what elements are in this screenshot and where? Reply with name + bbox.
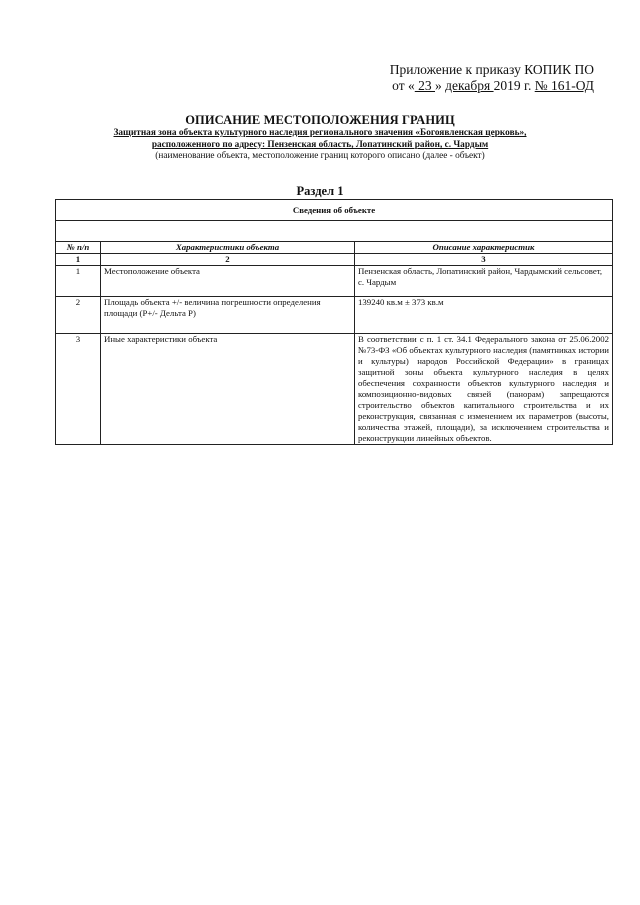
order-month: декабря [445, 78, 494, 93]
appendix-line: Приложение к приказу КОПИК ПО [389, 62, 594, 77]
row-number: 2 [56, 297, 101, 334]
spacer-cell [56, 221, 613, 242]
section-title: Раздел 1 [296, 184, 344, 198]
column-number: 3 [355, 254, 613, 266]
object-caption: (наименование объекта, местоположение границ которого описано (далее - объект) [155, 151, 485, 161]
order-quote-close: » [435, 78, 446, 93]
column-number: 2 [101, 254, 355, 266]
table-row [56, 334, 613, 445]
table-caption: Сведения об объекте [56, 200, 613, 221]
column-number: 1 [56, 254, 101, 266]
row-number: 1 [56, 266, 101, 297]
table-row [56, 297, 613, 334]
row-description: Пензенская область, Лопатинский район, Чардымский сельсовет, с. Чардым [355, 266, 613, 297]
object-name-line-2: расположенного по адресу: Пензенская область, Лопатинский район, с. Чардым [151, 140, 489, 150]
table-spacer-row [56, 221, 613, 242]
order-from-label: от « [392, 78, 415, 93]
order-day: 23 [414, 78, 436, 93]
document-title: ОПИСАНИЕ МЕСТОПОЛОЖЕНИЯ ГРАНИЦ [185, 113, 455, 127]
order-reference [390, 62, 594, 94]
row-number: 3 [56, 334, 101, 445]
table-caption-row [56, 200, 613, 221]
row-description: В соответствии с п. 1 ст. 34.1 Федерального закона от 25.06.2002 №73-ФЗ «Об объектах культурного наследия (памятниках истории и культуры) народов Российской Федерации» в границах защитной зоны объекта культурного наследия в целях обеспечения сохранности объектов культурного наследия и композиционно-видовых связей (панорам) запрещаются строительство объектов капитального строительства и их реконструкция, связанная с изменением их параметров (высоты, количества этажей, площади), за исключением строительства и реконструкции линейных объектов. [355, 334, 613, 445]
order-date-line [390, 78, 594, 94]
header-number: № п/п [56, 242, 101, 254]
row-characteristic: Площадь объекта +/- величина погрешности определения площади (Р+/- Дельта Р) [101, 297, 355, 334]
table-header-row [56, 242, 613, 254]
table-row [56, 266, 613, 297]
header-characteristic: Характеристики объекта [101, 242, 355, 254]
row-characteristic: Иные характеристики объекта [101, 334, 355, 445]
column-number-row [56, 254, 613, 266]
object-info-table [55, 199, 613, 445]
object-name-line-1: Защитная зона объекта культурного наследия регионального значения «Богоявленская церковь», [113, 128, 527, 138]
row-description: 139240 кв.м ± 373 кв.м [355, 297, 613, 334]
order-number: № 161-ОД [534, 78, 594, 93]
order-year: 2019 г. [493, 78, 535, 93]
header-description: Описание характеристик [355, 242, 613, 254]
document-title-block [50, 113, 590, 162]
row-characteristic: Местоположение объекта [101, 266, 355, 297]
